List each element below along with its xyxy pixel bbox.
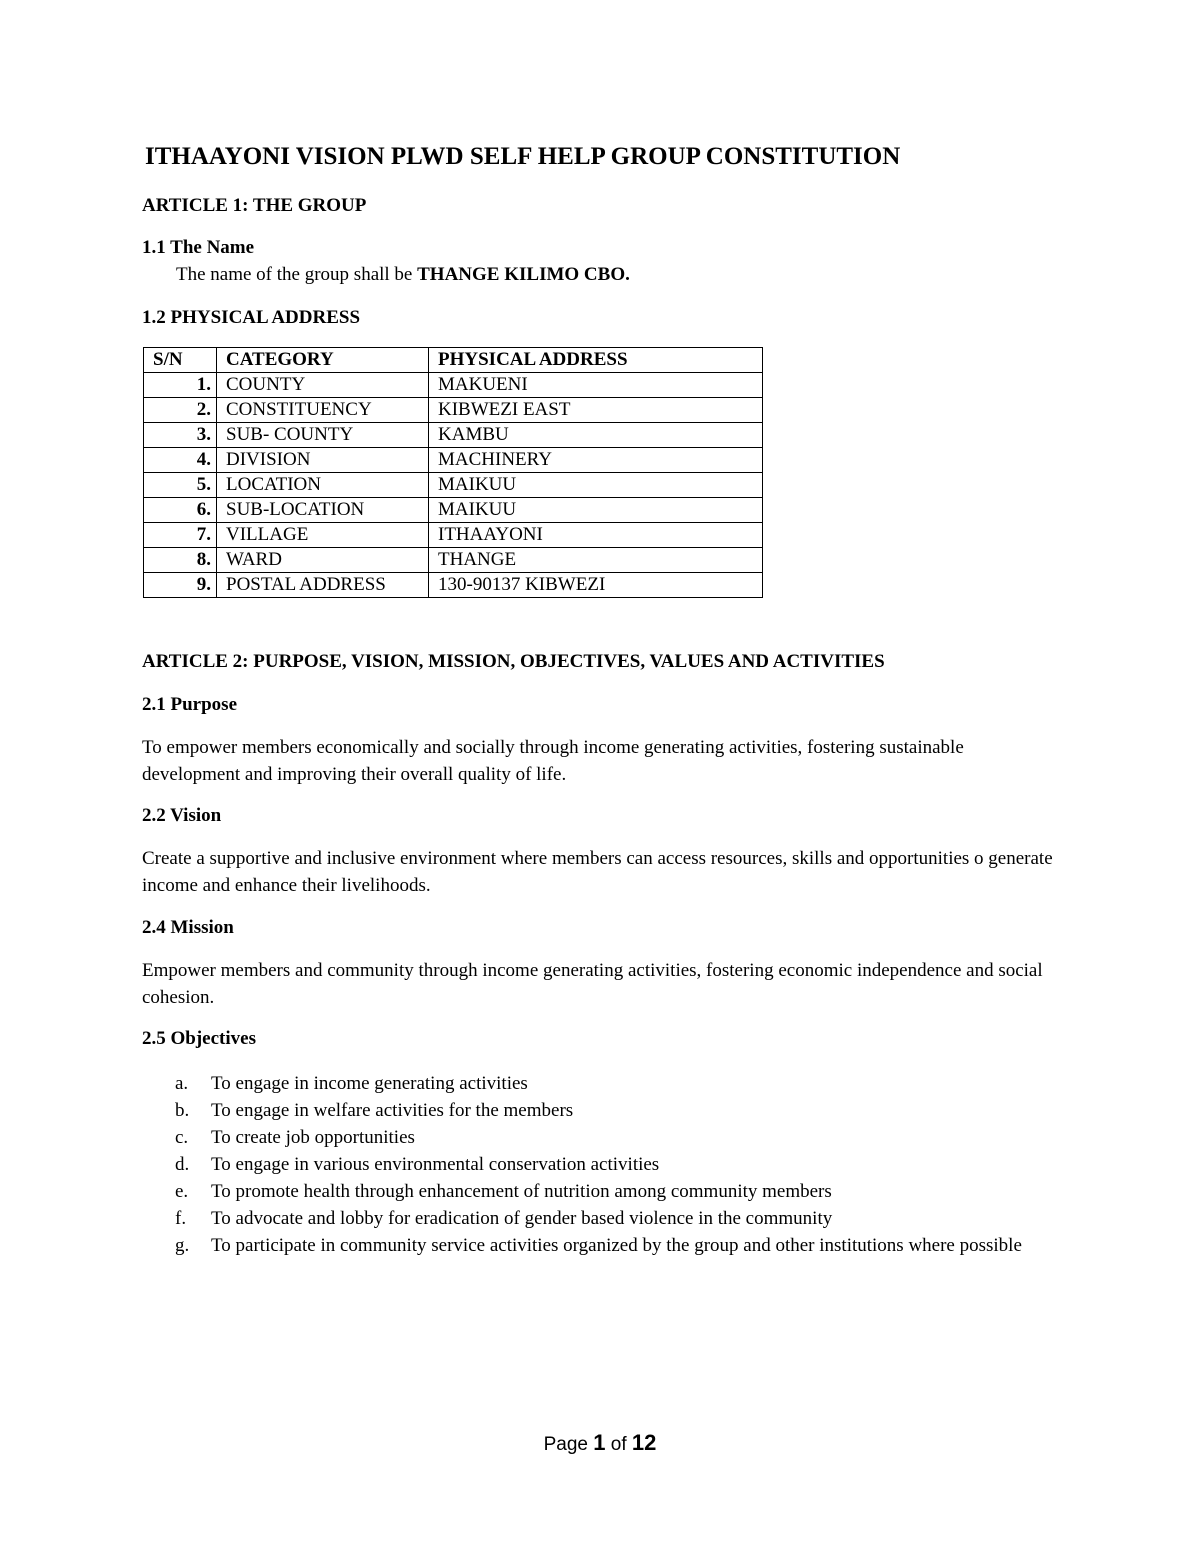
list-item — [175, 1124, 1075, 1151]
article-1-heading: ARTICLE 1: THE GROUP — [142, 195, 367, 216]
of-label: of — [605, 1434, 632, 1455]
row-category: SUB-LOCATION — [217, 498, 429, 523]
document-title: ITHAAYONI VISION PLWD SELF HELP GROUP CONSTITUTION — [145, 143, 901, 170]
list-item-text: To engage in income generating activities — [211, 1073, 528, 1094]
table-row — [144, 548, 763, 573]
row-number: 2. — [144, 398, 217, 423]
row-category: VILLAGE — [217, 523, 429, 548]
table-row — [144, 448, 763, 473]
row-number: 8. — [144, 548, 217, 573]
list-marker: e. — [175, 1181, 189, 1202]
row-category: CONSTITUENCY — [217, 398, 429, 423]
purpose-paragraph: To empower members economically and socially through income generating activities, fostering sustainable development and improving their overall quality of life. — [142, 737, 964, 785]
group-name-sentence — [176, 264, 630, 286]
list-item — [175, 1097, 1075, 1124]
section-1-1-heading: 1.1 The Name — [142, 237, 255, 258]
section-2-5-heading: 2.5 Objectives — [142, 1028, 256, 1049]
page-footer — [0, 1430, 1200, 1456]
objectives-list — [175, 1070, 1075, 1259]
list-marker: c. — [175, 1127, 189, 1148]
section-2-2-heading: 2.2 Vision — [142, 805, 222, 826]
list-marker: g. — [175, 1235, 190, 1256]
row-address: THANGE — [429, 548, 763, 573]
list-item — [175, 1205, 1075, 1232]
row-address: MAKUENI — [429, 373, 763, 398]
list-item-text: To engage in welfare activities for the members — [211, 1100, 574, 1121]
list-item-text: To participate in community service activities organized by the group and other institutions where possible — [211, 1235, 1022, 1256]
list-item — [175, 1178, 1075, 1205]
row-number: 4. — [144, 448, 217, 473]
row-address: KIBWEZI EAST — [429, 398, 763, 423]
physical-address-table — [143, 347, 763, 598]
list-marker: d. — [175, 1154, 190, 1175]
column-header-sn: S/N — [144, 348, 217, 373]
total-pages: 12 — [631, 1430, 657, 1455]
table-row — [144, 423, 763, 448]
row-number: 5. — [144, 473, 217, 498]
section-1-2-heading: 1.2 PHYSICAL ADDRESS — [142, 307, 361, 328]
list-item-text: To create job opportunities — [211, 1127, 415, 1148]
table-row — [144, 523, 763, 548]
list-item — [175, 1070, 1075, 1097]
section-2-4-heading: 2.4 Mission — [142, 917, 234, 938]
row-address: MACHINERY — [429, 448, 763, 473]
row-category: COUNTY — [217, 373, 429, 398]
list-item-text: To engage in various environmental conservation activities — [211, 1154, 660, 1175]
table-row — [144, 473, 763, 498]
row-category: DIVISION — [217, 448, 429, 473]
list-marker: a. — [175, 1073, 189, 1094]
table-header-row — [144, 348, 763, 373]
row-category: WARD — [217, 548, 429, 573]
row-address: KAMBU — [429, 423, 763, 448]
section-2-1-heading: 2.1 Purpose — [142, 694, 237, 715]
page-label: Page — [543, 1434, 594, 1455]
mission-paragraph: Empower members and community through income generating activities, fostering economic independence and social cohesion. — [142, 960, 1043, 1008]
list-item-text: To advocate and lobby for eradication of gender based violence in the community — [211, 1208, 833, 1229]
row-address: MAIKUU — [429, 473, 763, 498]
row-number: 6. — [144, 498, 217, 523]
list-item-text: To promote health through enhancement of nutrition among community members — [211, 1181, 832, 1202]
row-category: POSTAL ADDRESS — [217, 573, 429, 598]
table-row — [144, 573, 763, 598]
row-number: 3. — [144, 423, 217, 448]
row-address: 130-90137 KIBWEZI — [429, 573, 763, 598]
list-marker: b. — [175, 1100, 190, 1121]
table-row — [144, 373, 763, 398]
table-row — [144, 498, 763, 523]
article-2-heading: ARTICLE 2: PURPOSE, VISION, MISSION, OBJECTIVES, VALUES AND ACTIVITIES — [142, 651, 885, 672]
column-header-physical-address: PHYSICAL ADDRESS — [429, 348, 763, 373]
list-item — [175, 1151, 1075, 1178]
list-marker: f. — [175, 1208, 187, 1229]
row-address: ITHAAYONI — [429, 523, 763, 548]
vision-paragraph: Create a supportive and inclusive environment where members can access resources, skills and opportunities o generate income and enhance their livelihoods. — [142, 848, 1053, 896]
row-number: 7. — [144, 523, 217, 548]
row-number: 1. — [144, 373, 217, 398]
table-row — [144, 398, 763, 423]
row-category: LOCATION — [217, 473, 429, 498]
page-number: 1 — [593, 1430, 606, 1455]
list-item — [175, 1232, 1075, 1259]
row-category: SUB- COUNTY — [217, 423, 429, 448]
group-name-text: The name of the group shall be — [176, 264, 418, 285]
group-name-value: THANGE KILIMO CBO. — [417, 264, 630, 285]
row-number: 9. — [144, 573, 217, 598]
row-address: MAIKUU — [429, 498, 763, 523]
column-header-category: CATEGORY — [217, 348, 429, 373]
